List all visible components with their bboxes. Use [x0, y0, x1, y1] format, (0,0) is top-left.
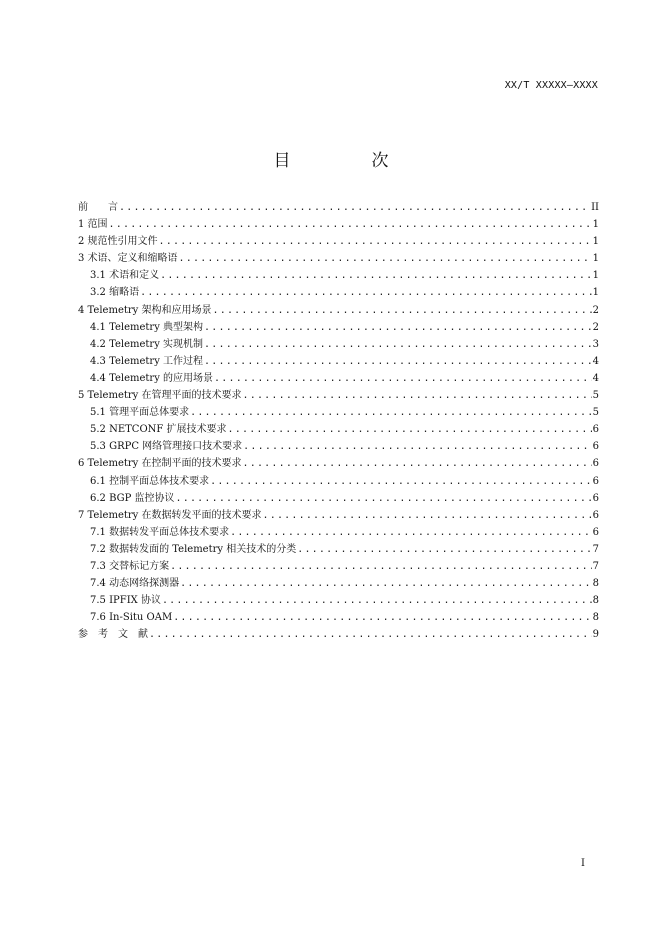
toc-entry[interactable]: [78, 216, 599, 233]
toc-entry-label: 3.2 缩略语: [90, 287, 140, 299]
toc-entry-page: 4: [592, 355, 599, 367]
toc-entry[interactable]: [78, 626, 599, 643]
toc-entry[interactable]: [78, 233, 599, 250]
toc-dot-leader: [119, 199, 590, 216]
toc-entry[interactable]: [78, 575, 599, 592]
toc-dot-leader: [180, 575, 592, 592]
toc-entry-label: 5.1 管理平面总体要求: [90, 407, 190, 419]
toc-dot-leader: [140, 284, 592, 301]
toc-entry[interactable]: [78, 438, 599, 455]
toc-entry[interactable]: [78, 592, 599, 609]
toc-dot-leader: [204, 336, 592, 353]
toc-entry[interactable]: [78, 250, 599, 267]
toc-dot-leader: [213, 302, 592, 319]
toc-entry[interactable]: [78, 473, 599, 490]
toc-entry[interactable]: [78, 319, 599, 336]
toc-entry[interactable]: [78, 524, 599, 541]
toc-entry-page: 6: [592, 509, 599, 521]
toc-dot-leader: [162, 592, 592, 609]
toc-dot-leader: [243, 438, 591, 455]
toc-entry[interactable]: [78, 421, 599, 438]
toc-entry-page: 6: [592, 475, 599, 487]
toc-entry[interactable]: [78, 267, 599, 284]
toc-entry-page: 1: [592, 253, 599, 265]
toc-dot-leader: [297, 541, 591, 558]
toc-dot-leader: [173, 609, 591, 626]
toc-entry-page: 1: [592, 287, 599, 299]
toc-entry[interactable]: [78, 541, 599, 558]
document-code: XX/T XXXXX—XXXX: [504, 80, 598, 91]
toc-title: 目 次: [273, 151, 421, 171]
toc-entry-page: 7: [592, 560, 599, 572]
toc-dot-leader: [230, 524, 592, 541]
toc-entry[interactable]: [78, 507, 599, 524]
toc-dot-leader: [263, 507, 592, 524]
toc-dot-leader: [210, 473, 592, 490]
toc-entry-label: 4.1 Telemetry 典型架构: [90, 321, 204, 333]
toc-dot-leader: [243, 387, 592, 404]
toc-entry-label: 7.1 数据转发平面总体技术要求: [90, 526, 230, 538]
toc-entry-page: 6: [592, 526, 599, 538]
toc-entry[interactable]: [78, 353, 599, 370]
toc-entry-label: 3 术语、定义和缩略语: [78, 253, 178, 265]
toc-entry-page: 8: [592, 595, 599, 607]
toc-dot-leader: [170, 558, 592, 575]
toc-dot-leader: [149, 626, 592, 643]
toc-dot-leader: [204, 353, 592, 370]
toc-dot-leader: [214, 370, 592, 387]
toc-entry-page: 6: [592, 458, 599, 470]
toc-entry-label: 前 言: [78, 202, 118, 213]
toc-dot-leader: [228, 421, 592, 438]
toc-entry-label: 7.5 IPFIX 协议: [90, 595, 161, 607]
toc-entry[interactable]: [78, 455, 599, 472]
toc-entry[interactable]: [78, 302, 599, 319]
toc-entry-page: 1: [592, 270, 599, 282]
table-of-contents: [78, 199, 599, 643]
toc-entry[interactable]: [78, 490, 599, 507]
toc-entry-page: 6: [592, 492, 599, 504]
toc-entry[interactable]: [78, 336, 599, 353]
toc-entry[interactable]: [78, 609, 599, 626]
toc-entry-label: 5 Telemetry 在管理平面的技术要求: [78, 390, 242, 402]
toc-entry-label: 6 Telemetry 在控制平面的技术要求: [78, 458, 242, 470]
toc-entry-label: 4.2 Telemetry 实现机制: [90, 338, 204, 350]
toc-entry-page: 1: [592, 236, 599, 248]
toc-entry-label: 参 考 文 献: [78, 629, 148, 641]
toc-entry-page: 2: [592, 304, 599, 316]
toc-entry-page: II: [591, 202, 599, 213]
toc-entry-page: 8: [592, 612, 599, 624]
toc-entry-page: 2: [592, 321, 599, 333]
toc-entry-label: 6.2 BGP 监控协议: [90, 492, 175, 504]
toc-dot-leader: [204, 319, 592, 336]
toc-entry-page: 5: [592, 390, 599, 402]
page-number: I: [581, 858, 585, 869]
toc-entry[interactable]: [78, 558, 599, 575]
toc-entry[interactable]: [78, 199, 599, 216]
toc-dot-leader: [179, 250, 592, 267]
toc-dot-leader: [176, 490, 592, 507]
toc-entry-page: 6: [592, 424, 599, 436]
toc-entry-page: 8: [592, 578, 599, 590]
toc-entry-page: 5: [592, 407, 599, 419]
toc-entry-label: 4.3 Telemetry 工作过程: [90, 355, 204, 367]
toc-entry-page: 7: [592, 543, 599, 555]
toc-dot-leader: [190, 404, 592, 421]
toc-entry-label: 1 范围: [78, 219, 108, 231]
toc-entry-page: 4: [592, 372, 599, 384]
toc-dot-leader: [109, 216, 592, 233]
toc-entry-label: 2 规范性引用文件: [78, 236, 158, 248]
toc-entry[interactable]: [78, 370, 599, 387]
toc-entry-page: 1: [592, 219, 599, 231]
toc-entry-label: 7.3 交替标记方案: [90, 560, 170, 572]
toc-dot-leader: [159, 233, 592, 250]
toc-entry-page: 9: [592, 629, 599, 641]
toc-dot-leader: [243, 455, 592, 472]
toc-entry-label: 7.6 In-Situ OAM: [90, 612, 173, 624]
toc-entry-label: 3.1 术语和定义: [90, 270, 160, 282]
toc-entry-page: 3: [592, 338, 599, 350]
toc-dot-leader: [160, 267, 592, 284]
toc-entry-page: 6: [592, 441, 599, 453]
toc-entry-label: 7.4 动态网络探测器: [90, 578, 180, 590]
toc-entry[interactable]: [78, 404, 599, 421]
toc-entry-label: 4.4 Telemetry 的应用场景: [90, 372, 214, 384]
toc-entry-label: 7 Telemetry 在数据转发平面的技术要求: [78, 509, 262, 521]
toc-entry-label: 5.2 NETCONF 扩展技术要求: [90, 424, 227, 436]
toc-entry[interactable]: [78, 284, 599, 301]
toc-entry-label: 6.1 控制平面总体技术要求: [90, 475, 210, 487]
toc-entry[interactable]: [78, 387, 599, 404]
toc-entry-label: 5.3 GRPC 网络管理接口技术要求: [90, 441, 243, 453]
toc-entry-label: 4 Telemetry 架构和应用场景: [78, 304, 212, 316]
toc-entry-label: 7.2 数据转发面的 Telemetry 相关技术的分类: [90, 543, 297, 555]
